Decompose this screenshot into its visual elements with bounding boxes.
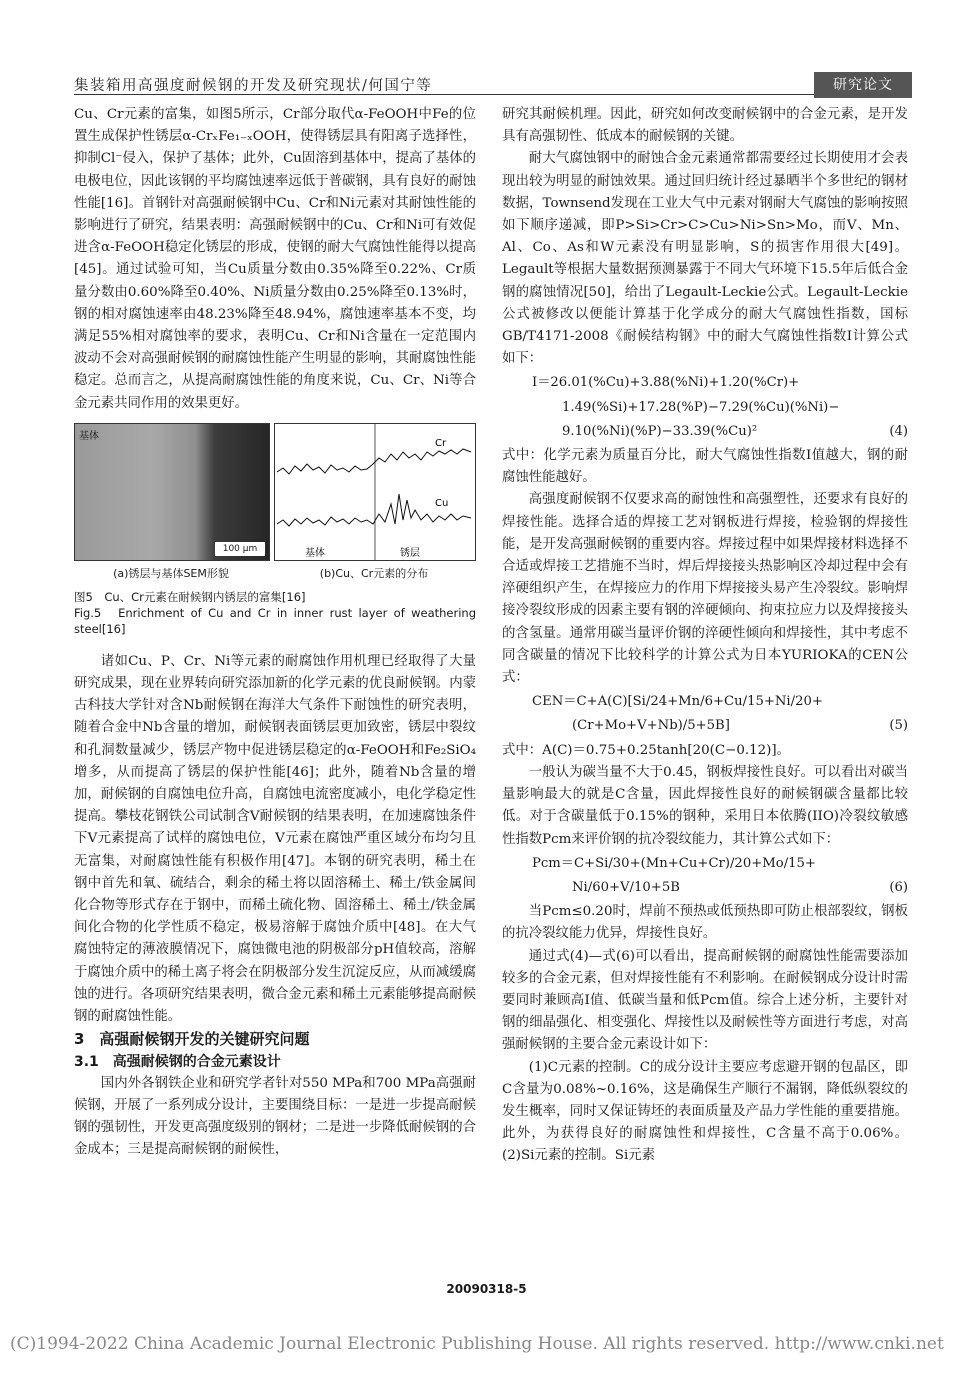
paragraph: 诸如Cu、P、Cr、Ni等元素的耐腐蚀作用机理已经取得了大量研究成果，现在业界转向研究添加新的化学元素的优良耐候钢。内蒙古科技大学针对含Nb耐候钢在海洋大气条件下耐蚀性的研究表明，随着合金中Nb含量的增加，耐候钢表面锈层更加致密，锈层中裂纹和孔洞数量减少，锈层产物中促进锈层稳定的α-FeOOH和Fe₂SiO₄增多，从而提高了锈层的保护性能[46]；此外，随着Nb含量的增加，耐候钢的自腐蚀电位升高，自腐蚀电流密度减小，电化学稳定性提高。攀枝花钢铁公司试制含V耐候钢的结果表明，在加速腐蚀条件下V元素提高了试样的腐蚀电位，V元素在腐蚀严重区域分布均匀且无富集，对耐腐蚀性能有积极作用[47]。本钢的研究表明，稀土在钢中首先和氧、硫结合，剩余的稀土将以固溶稀土、稀土/铁金属间化合物等形式存在于钢中，而稀土硫化物、固溶稀土、稀土/铁金属间化合物的化学性质不稳定，极易溶解于腐蚀介质中[48]。在大气腐蚀特定的薄液膜情况下，腐蚀微电池的阴极部分pH值较高，溶解于腐蚀介质中的稀土离子将会在阴极部分发生沉淀反应，从而减缓腐蚀的进行。各项研究结果表明，微合金元素和稀土元素能够提高耐候钢的耐腐蚀性能。 [74, 653, 476, 1025]
figure-caption-cn: 图5 Cu、Cr元素在耐候钢内锈层的富集[16] [74, 589, 306, 604]
paragraph: 国内外各钢铁企业和研究学者针对550 MPa和700 MPa高强耐候钢，开展了一系列成分设计，主要围绕目标：一是进一步提高耐候钢的强韧性，开发更高强度级别的钢材；二是进一步降低耐候钢的合金成本；三是提高耐候钢的耐候性， [74, 1075, 476, 1158]
formula-5-text: (Cr+Mo+V+Nb)/5+5B] [572, 718, 730, 734]
figure-5 [74, 423, 476, 581]
cu-label: Cu [435, 497, 449, 509]
formula-4-line1: I＝26.01(%Cu)+3.88(%Ni)+1.20(%Cr)+ [532, 375, 800, 391]
equation-number: (4) [889, 423, 908, 439]
page-code: 20090318-5 [446, 1282, 527, 1296]
formula-4-line2: 1.49(%Si)+17.28(%P)−7.29(%Cu)(%Ni)− [562, 399, 840, 415]
cr-label: Cr [435, 437, 447, 449]
paragraph: 当Pcm≤0.20时，焊前不预热或低预热即可防止根部裂纹，钢板的抗冷裂纹能力优异，焊接性良好。 [502, 904, 908, 942]
formula-6-line1: Pcm＝C+Si/30+(Mn+Cu+Cr)/20+Mo/15+ [532, 855, 816, 871]
paragraph: 一般认为碳当量不大于0.45，钢板焊接性良好。可以看出对碳当量影响最大的就是C含量，因此焊接性良好的耐候钢碳含量都比较低。对于含碳量低于0.15%的钢种，采用日本依腾(IIO)冷裂纹敏感性指数Pcm来评价钢的抗冷裂纹能力，其计算公式如下： [502, 764, 908, 847]
formula-5-line2 [502, 715, 908, 737]
right-column [502, 104, 908, 1168]
formula-4-text: 9.10(%Ni)(%P)−33.39(%Cu)² [562, 423, 758, 439]
subcaption-a: (a)锈层与基体SEM形貌 [113, 566, 229, 580]
distribution-svg [275, 424, 475, 560]
scale-bar: 100 μm [215, 542, 265, 556]
axis-label-base: 基体 [305, 547, 325, 559]
running-header [0, 72, 973, 98]
journal-running-title: 集装箱用高强度耐候钢的开发及研究现状/何国宁等 [74, 78, 433, 94]
equation-number: (5) [889, 718, 908, 734]
header-rule [74, 94, 814, 95]
left-column [74, 104, 476, 1162]
cr-line [277, 449, 471, 474]
paragraph: Cu、Cr元素的富集，如图5所示，Cr部分取代α-FeOOH中Fe的位置生成保护性锈层α-CrₓFe₁₋ₓOOH，使得锈层具有阳离子选择性，抑制Cl⁻侵入，保护了基体；此外，Cu固溶到基体中，提高了基体的电极电位，因此该钢的平均腐蚀速率远低于普碳钢，具有良好的耐蚀性能[16]。首钢针对高强耐候钢中Cu、Cr和Ni元素对其耐蚀性能的影响进行了研究，结果表明：高强耐候钢中的Cu、Cr和Ni可有效促进含α-FeOOH稳定化锈层的形成，使钢的耐大气腐蚀性能得以提高[45]。通过试验可知，当Cu质量分数由0.35%降至0.22%、Cr质量分数由0.60%降至0.40%、Ni质量分数由0.25%降至0.13%时，钢的相对腐蚀速率由48.23%降至48.94%，腐蚀速率基本不变，均满足55%相对腐蚀率的要求，表明Cu、Cr和Ni含量在一定范围内波动不会对高强耐候钢的耐腐蚀性能产生明显的影响，其耐腐蚀性能稳定。总而言之，从提高耐腐蚀性能的角度来说，Cu、Cr、Ni等合金元素共同作用的效果更好。 [74, 107, 477, 411]
formula-4-line3 [502, 421, 908, 443]
sem-label: 基体 [79, 430, 99, 442]
subcaption-b: (b)Cu、Cr元素的分布 [319, 566, 429, 580]
equation-number: (6) [889, 879, 908, 895]
paragraph: 研究其耐候机理。因此，研究如何改变耐候钢中的合金元素，是开发具有高强韧性、低成本的耐候钢的关键。 [502, 107, 908, 145]
formula-6-text: Ni/60+V/10+5B [572, 879, 680, 895]
formula-5-line1: CEN＝C+A(C)[Si/24+Mn/6+Cu/15+Ni/20+ [532, 694, 823, 710]
formula-6-line2 [502, 877, 908, 899]
paragraph: 高强度耐候钢不仅要求高的耐蚀性和高强塑性，还要求有良好的焊接性能。选择合适的焊接工艺对钢板进行焊接，检验钢的焊接性能，是开发高强耐候钢的重要内容。焊接过程中如果焊接材料选择不合适或焊接工艺措施不当时，焊后焊接接头热影响区冷却过程中会有淬硬组织产生，在焊接应力的作用下焊接接头易产生冷裂纹。影响焊接冷裂纹形成的因素主要有钢的淬硬倾向、拘束拉应力以及焊接接头的含氢量。通常用碳当量评价钢的淬硬性倾向和焊接性，其中考虑不同含碳量的情况下比较科学的计算公式为日本YURIOKA的CEN公式： [502, 492, 908, 686]
paragraph: 式中：化学元素为质量百分比，耐大气腐蚀性指数I值越大，钢的耐腐蚀性能越好。 [502, 448, 908, 486]
copyright-notice: (C)1994-2022 China Academic Journal Electronic Publishing House. All rights reserved. http://www.cnki.net [10, 1334, 944, 1354]
figure-caption-en: Fig.5 Enrichment of Cu and Cr in inner rust layer of weathering steel[16] [74, 605, 476, 636]
axis-label-rust: 锈层 [400, 547, 420, 559]
paragraph: 耐大气腐蚀钢中的耐蚀合金元素通常都需要经过长期使用才会表现出较为明显的耐蚀效果。通过回归统计经过暴晒半个多世纪的钢材数据，Townsend发现在工业大气中元素对钢耐大气腐蚀的影响按照如下顺序递减，即P>Si>Cr>C>Cu>Ni>Sn>Mo，而V、Mn、Al、Co、As和W元素没有明显影响，S的损害作用很大[49]。Legault等根据大量数据预测暴露于不同大气环境下15.5年后低合金钢的腐蚀情况[50]，给出了Legault-Leckie公式。Legault-Leckie公式被修改以便能计算基于化学成分的耐大气腐蚀性指数，国标GB/T4171-2008《耐候结构钢》中的耐大气腐蚀性指数I计算公式如下： [502, 151, 908, 367]
paragraph: 通过式(4)—式(6)可以看出，提高耐候钢的耐腐蚀性能需要添加较多的合金元素，但对焊接性能有不利影响。在耐候钢成分设计时需要同时兼顾高I值、低碳当量和低Pcm值。综合上述分析，主要针对钢的细晶强化、相变强化、焊接性以及耐候性等方面进行考虑，对高强耐候钢的主要合金元素设计如下： [502, 948, 908, 1053]
paragraph: 式中：A(C)＝0.75+0.25tanh[20(C−0.12)]。 [502, 742, 790, 758]
sem-image [74, 423, 270, 561]
section-badge: 研究论文 [814, 72, 912, 98]
element-distribution-plot [274, 423, 476, 561]
paragraph: (1)C元素的控制。C的成分设计主要应考虑避开钢的包晶区，即C含量为0.08%~0.16%，这是确保生产顺行不漏钢，降低纵裂纹的发生概率，同时又保证铸坯的表面质量及产品力学性能的重要措施。此外，为获得良好的耐腐蚀性和焊接性，C含量不高于0.06%。(2)Si元素的控制。Si元素 [502, 1059, 908, 1164]
section-heading: 3 高强耐候钢开发的关键研究问题 [74, 1030, 310, 1049]
subsection-heading: 3.1 高强耐候钢的合金元素设计 [74, 1053, 281, 1070]
